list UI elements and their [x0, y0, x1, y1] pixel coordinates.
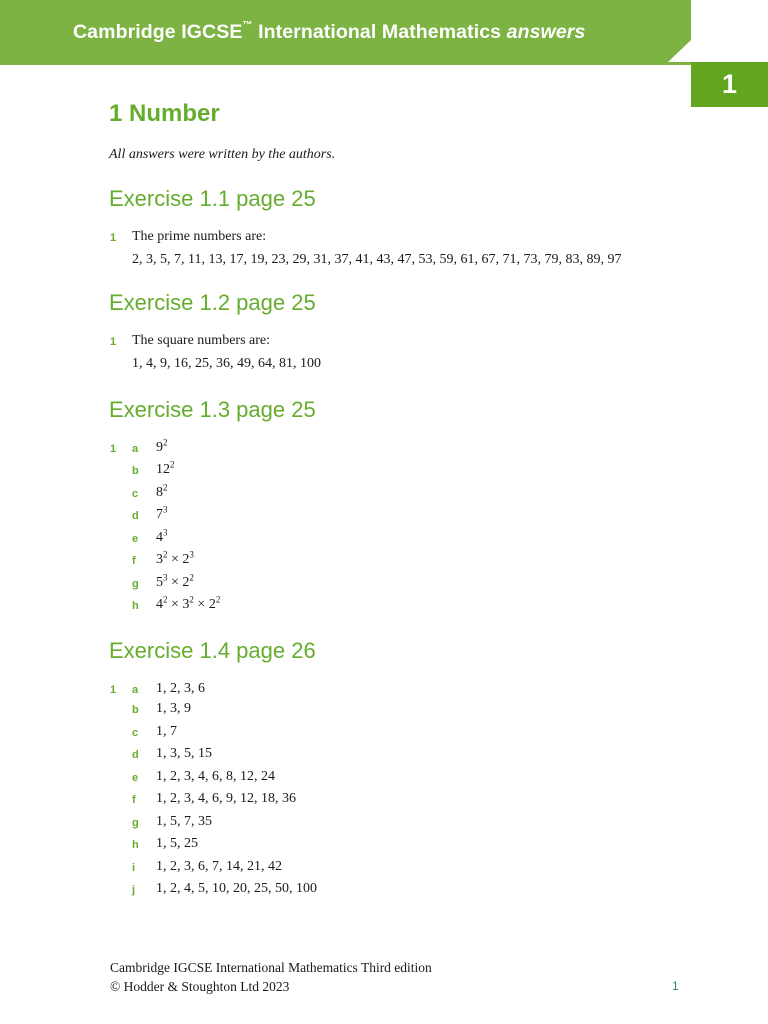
answer-text: 1, 2, 4, 5, 10, 20, 25, 50, 100 — [156, 881, 317, 896]
answer-text: 2, 3, 5, 7, 11, 13, 17, 19, 23, 29, 31, 37, 41, 43, 47, 53, 59, 61, 67, 71, 73, 79, 83, 89, 97 — [132, 252, 622, 267]
answer-text: 1, 5, 25 — [156, 836, 198, 851]
part-letter: f — [132, 555, 136, 567]
answer-text: The square numbers are: — [132, 333, 270, 348]
answer-text: 1, 2, 3, 6, 7, 14, 21, 42 — [156, 859, 282, 874]
part-letter: h — [132, 600, 139, 612]
part-letter: a — [132, 684, 139, 696]
answer-text: $9^2$ — [156, 437, 168, 455]
header-title-italic: answers — [506, 21, 586, 43]
answer-text: 1, 4, 9, 16, 25, 36, 49, 64, 81, 100 — [132, 356, 321, 371]
part-letter: d — [132, 749, 139, 761]
question-number: 1 — [110, 684, 117, 696]
intro-note: All answers were written by the authors. — [109, 147, 336, 162]
answer-text: 1, 3, 9 — [156, 701, 191, 716]
question-number: 1 — [110, 232, 117, 244]
trademark-symbol: ™ — [242, 20, 253, 31]
answer-text: $12^2$ — [156, 459, 175, 477]
exercise-heading: Exercise 1.3 page 25 — [109, 397, 316, 422]
question-number: 1 — [110, 336, 117, 348]
part-letter: e — [132, 772, 139, 784]
header-title-rest: International Mathematics — [252, 21, 507, 43]
header-rule — [0, 62, 768, 65]
answer-text: The prime numbers are: — [132, 229, 267, 244]
header-title-main: Cambridge IGCSE — [73, 21, 243, 43]
answer-text: 1, 2, 3, 4, 6, 9, 12, 18, 36 — [156, 791, 296, 806]
answer-text: $8^2$ — [156, 482, 168, 500]
header-title — [73, 21, 585, 44]
answer-text: 1, 2, 3, 4, 6, 8, 12, 24 — [156, 769, 275, 784]
answer-text: $3^2 \times 2^3$ — [156, 549, 194, 567]
answer-text: $7^3$ — [156, 504, 168, 522]
answer-text: $4^3$ — [156, 527, 168, 545]
part-letter: g — [132, 817, 139, 829]
exercise-heading: Exercise 1.4 page 26 — [109, 638, 316, 663]
part-letter: b — [132, 704, 139, 716]
chapter-tab: 1 — [691, 62, 768, 107]
part-letter: f — [132, 794, 136, 806]
page-number: 1 — [672, 979, 679, 993]
footer-edition: Cambridge IGCSE International Mathematics Third edition — [110, 960, 432, 975]
part-letter: c — [132, 727, 139, 739]
part-letter: a — [132, 443, 139, 455]
answer-text: $4^2 \times 3^2 \times 2^2$ — [156, 594, 221, 612]
part-letter: d — [132, 510, 139, 522]
part-letter: c — [132, 488, 139, 500]
footer-copyright: © Hodder & Stoughton Ltd 2023 — [110, 979, 290, 994]
part-letter: i — [132, 862, 136, 874]
question-number: 1 — [110, 443, 117, 455]
answer-text: 1, 7 — [156, 724, 177, 739]
exercise-heading: Exercise 1.1 page 25 — [109, 186, 316, 211]
answer-text: 1, 5, 7, 35 — [156, 814, 212, 829]
answer-text: 1, 2, 3, 6 — [156, 681, 205, 696]
answer-text: 1, 3, 5, 15 — [156, 746, 212, 761]
exercise-heading: Exercise 1.2 page 25 — [109, 290, 316, 315]
chapter-title: 1 Number — [109, 100, 220, 127]
part-letter: b — [132, 465, 139, 477]
part-letter: e — [132, 533, 139, 545]
part-letter: j — [132, 884, 136, 896]
part-letter: g — [132, 578, 139, 590]
answer-text: $5^3 \times 2^2$ — [156, 572, 194, 590]
header-notch — [668, 40, 691, 62]
part-letter: h — [132, 839, 139, 851]
